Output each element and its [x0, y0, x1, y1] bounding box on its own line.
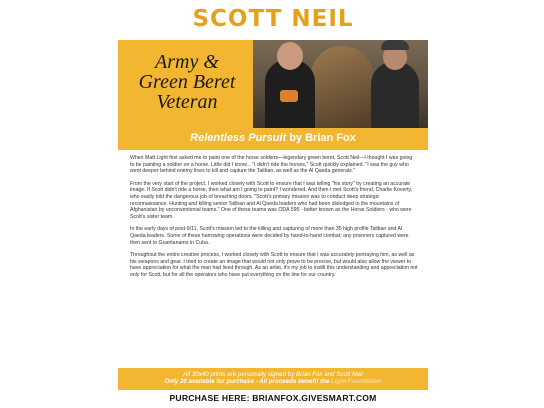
hero-line-1: Army & [155, 51, 219, 73]
page-title: SCOTT NEIL [192, 6, 354, 32]
hero-caption [126, 52, 248, 112]
hero-banner [118, 40, 428, 128]
person-right [371, 62, 419, 128]
flyer [118, 0, 428, 408]
subtitle-bar [118, 128, 428, 150]
availability-note [118, 378, 428, 385]
subtitle-author: by Brian Fox [286, 132, 356, 144]
title-bar [118, 0, 428, 40]
paragraph: When Matt Light first asked me to paint one of the horse soldiers—legendary green beret, Scott Neil—I thought I was going to be painting a soldier on a horse. Little did I know... "I didn't ride the horses," Scott quickly explained. "I was the guy who went deeper behind enemy lines to kill and capture the Taliban, as well as the Al Qaeda generals." [130, 155, 413, 175]
purchase-link[interactable]: PURCHASE HERE: BRIANFOX.GIVESMART.COM [169, 393, 377, 403]
availability-text: Only 20 available for purchase - All proceeds benefit the [164, 378, 332, 385]
story-body [130, 155, 418, 285]
paragraph: In the early days of post-9/11, Scott's mission led to the killing and capturing of more than 35 high profile Taliban and Al Qaeda leaders. Some of these harrowing operations were decided by hand-to-hand combat; any prisoners captured were then sent to Guantanamo in Cuba. [130, 226, 409, 246]
subtitle-title: Relentless Pursuit [190, 132, 287, 144]
hero-line-3: Veteran [156, 91, 218, 113]
signed-note: All 30x40 prints are personally signed by Brian Fox and Scott Neil [183, 371, 363, 378]
subtitle [190, 132, 356, 144]
hero-photo [253, 40, 428, 128]
paragraph: From the very start of the project, I worked closely with Scott to ensure that I was telling "his story" by creating an accurate image. If Scott didn't ride a horse, then what am I going to paint? I wondered. And then I met Scott's friend, Charlie Koverty, who easily told the dangerous job of breaching doors. "Scott's primary mission was to conduct deep strategic reconnaissance. Hunting and killing senior Taliban and Al Qaeda leaders who had been dislodged in the mountains of Afghanistan by unconventional teams." One of these teams was ODA 595 - better known as the Horse Soldiers - who were Scott's sister team. [130, 180, 413, 220]
person-left [265, 60, 315, 128]
footer-bar [118, 368, 428, 390]
person-right-cap [381, 40, 409, 50]
painting-horse [311, 46, 373, 128]
foundation-link[interactable]: Light Foundation [331, 378, 382, 385]
paragraph: Throughout the entire creative process, I worked closely with Scott to ensure that I was accurately portraying him, as well as his weapons and gear. I tried to create an image that would not only prove to be precise, but would also allow the viewer to have appreciation for what the man had lived through. As an artist, it's my job to instill this understanding and appreciation not only for Scott, but for all the operators who have put everything on the line for our country. [130, 252, 418, 278]
shirt-logo [280, 90, 298, 102]
person-left-head [277, 42, 303, 70]
hero-line-2: Green Beret [138, 71, 236, 93]
